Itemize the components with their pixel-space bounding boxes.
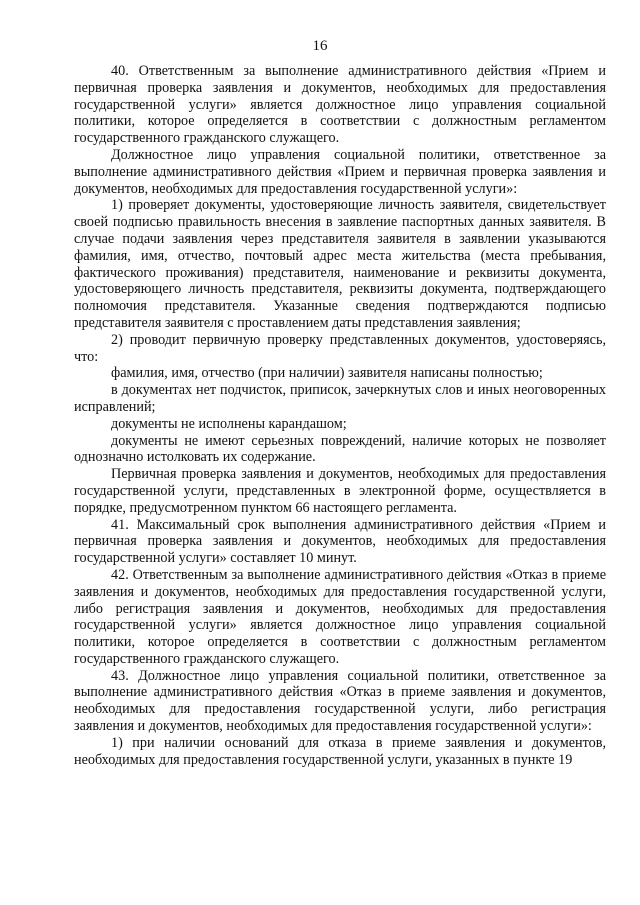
paragraph-official-duties-intro: Должностное лицо управления социальной политики, ответственное за выполнение административного действия «Прием и первичная проверка заявления и документов, необходимых для предоставления государственной услуги»:	[74, 146, 606, 197]
document-body	[74, 63, 606, 768]
paragraph-43: 43. Должностное лицо управления социальной политики, ответственное за выполнение административного действия «Отказ в приеме заявления и документов, необходимых для предоставления государственной услуги, либо регистрация заявления и документов, необходимых для предоставления государственной услуги»:	[74, 667, 606, 735]
paragraph-check-not-pencil: документы не исполнены карандашом;	[111, 415, 347, 432]
paragraph-item-1-check-identity: 1) проверяет документы, удостоверяющие личность заявителя, свидетельствует своей подписью правильность внесения в заявление паспортных данных заявителя. В случае подачи заявления через представителя заявителя в заявлении указываются фамилия, имя, отчество, почтовый адрес места жительства (места пребывания, фактического проживания) представителя, наименование и реквизиты документа, удостоверяющего личность представителя, реквизиты документа, подтверждающего полномочия представителя. Указанные сведения подтверждаются подписью представителя заявителя с проставлением даты представления заявления;	[74, 197, 606, 331]
paragraph-43-item-1: 1) при наличии оснований для отказа в приеме заявления и документов, необходимых для предоставления государственной услуги, указанных в пункте 19	[74, 734, 606, 768]
paragraph-41: 41. Максимальный срок выполнения административного действия «Прием и первичная проверка заявления и документов, необходимых для предоставления государственной услуги» составляет 10 минут.	[74, 516, 606, 567]
paragraph-check-full-name: фамилия, имя, отчество (при наличии) заявителя написаны полностью;	[111, 365, 543, 382]
paragraph-40: 40. Ответственным за выполнение административного действия «Прием и первичная проверка заявления и документов, необходимых для предоставления государственной услуги» является должностное лицо управления социальной политики, которое определяется в соответствии с должностным регламентом государственного гражданского служащего.	[74, 63, 606, 147]
paragraph-check-no-corrections: в документах нет подчисток, приписок, зачеркнутых слов и иных неоговоренных исправлений;	[74, 382, 606, 415]
paragraph-check-no-damage: документы не имеют серьезных повреждений, наличие которых не позволяет однозначно истолковать их содержание.	[74, 432, 606, 466]
paragraph-42: 42. Ответственным за выполнение административного действия «Отказ в приеме заявления и документов, необходимых для предоставления государственной услуги, либо регистрация заявления и документов, необходимых для предоставления государственной услуги» является должностное лицо управления социальной политики, которое определяется в соответствии с должностным регламентом государственного гражданского служащего.	[74, 566, 606, 667]
page-number: 16	[312, 38, 328, 54]
paragraph-electronic-check: Первичная проверка заявления и документов, необходимых для предоставления государственной услуги, представленных в электронной форме, осуществляется в порядке, предусмотренном пунктом 66 настоящего регламента.	[74, 466, 606, 516]
paragraph-item-2-initial-check: 2) проводит первичную проверку представленных документов, удостоверяясь, что:	[74, 331, 606, 365]
